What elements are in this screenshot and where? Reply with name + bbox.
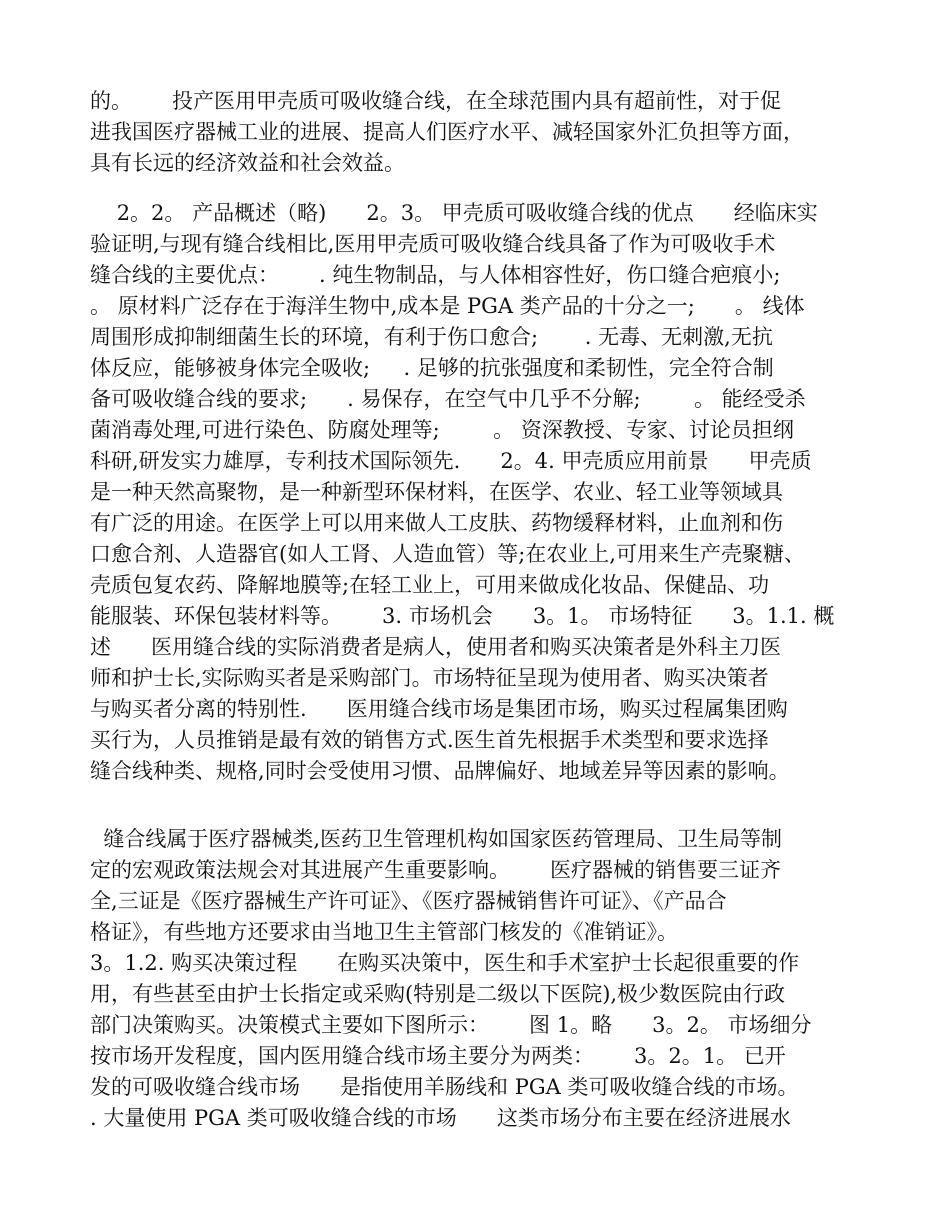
text-line: 是一种天然高聚物，是一种新型环保材料，在医学、农业、轻工业等领域具 bbox=[90, 480, 783, 504]
text-line: 有广泛的用途。在医学上可以用来做人工皮肤、药物缓释材料，止血剂和伤 bbox=[90, 511, 783, 535]
text-line: 缝合线种类、规格,同时会受使用习惯、品牌偏好、地域差异等因素的影响。 bbox=[90, 759, 790, 783]
text-line: 述 医用缝合线的实际消费者是病人，使用者和购买决策者是外科主刀医 bbox=[90, 635, 782, 659]
text-line: 壳质包复农药、降解地膜等;在轻工业上，可用来做成化妆品、保健品、功 bbox=[90, 573, 770, 597]
text-line: 定的宏观政策法规会对其进展产生重要影响。 医疗器械的销售要三证齐 bbox=[90, 858, 782, 882]
text-line: 能服装、环保包装材料等。 3. 市场机会 3。1。 市场特征 3。1.1. 概 bbox=[90, 604, 835, 628]
text-line: 进我国医疗器械工业的进展、提高人们医疗水平、减轻国家外汇负担等方面， bbox=[90, 120, 804, 144]
text-line: 发的可吸收缝合线市场 是指使用羊肠线和 PGA 类可吸收缝合线的市场。 bbox=[90, 1075, 799, 1099]
text-line: 全,三证是《医疗器械生产许可证》、《医疗器械销售许可证》、《产品合 bbox=[90, 889, 727, 913]
text-line: 部门决策购买。决策模式主要如下图所示： 图 1。略 3。2。 市场细分 bbox=[90, 1013, 812, 1037]
text-line: 格证》，有些地方还要求由当地卫生主管部门核发的《准销证》。 bbox=[90, 920, 678, 944]
text-line: 备可吸收缝合线的要求; . 易保存，在空气中几乎不分解; 。 能经受杀 bbox=[90, 387, 806, 411]
text-line: 缝合线的主要优点： . 纯生物制品，与人体相容性好，伤口缝合疤痕小; bbox=[90, 263, 781, 287]
text-line: 2。2。 产品概述（略) 2。3。 甲壳质可吸收缝合线的优点 经临床实 bbox=[90, 201, 818, 225]
text-line: 验证明,与现有缝合线相比,医用甲壳质可吸收缝合线具备了作为可吸收手术 bbox=[90, 232, 776, 256]
text-line: 。 原材料广泛存在于海洋生物中,成本是 PGA 类产品的十分之一; 。 线体 bbox=[90, 294, 805, 318]
text-line: 周围形成抑制细菌生长的环境，有利于伤口愈合; . 无毒、无刺激,无抗 bbox=[90, 325, 773, 349]
text-line: 缝合线属于医疗器械类,医药卫生管理机构如国家医药管理局、卫生局等制 bbox=[90, 827, 783, 851]
text-line: 按市场开发程度，国内医用缝合线市场主要分为两类： 3。2。1。 已开 bbox=[90, 1044, 786, 1068]
text-line: 用，有些甚至由护士长指定或采购(特别是二级以下医院),极少数医院由行政 bbox=[90, 982, 786, 1006]
text-line: 体反应，能够被身体完全吸收; . 足够的抗张强度和柔韧性，完全符合制 bbox=[90, 356, 774, 380]
text-line: 口愈合剂、人造器官(如人工肾、人造血管）等;在农业上,可用来生产壳聚糖、 bbox=[90, 542, 805, 566]
text-line: 3。1.2. 购买决策过程 在购买决策中，医生和手术室护士长起很重要的作 bbox=[90, 951, 800, 975]
text-line: . 大量使用 PGA 类可吸收缝合线的市场 这类市场分布主要在经济进展水 bbox=[90, 1106, 791, 1130]
text-line: 菌消毒处理,可进行染色、防腐处理等; 。 资深教授、专家、讨论员担纲 bbox=[90, 418, 794, 442]
text-line: 与购买者分离的特别性. 医用缝合线市场是集团市场，购买过程属集团购 bbox=[90, 697, 788, 721]
text-line: 买行为，人员推销是最有效的销售方式.医生首先根据手术类型和要求选择 bbox=[90, 728, 769, 752]
text-line: 的。 投产医用甲壳质可吸收缝合线，在全球范围内具有超前性，对于促 bbox=[90, 89, 782, 113]
text-line: 师和护士长,实际购买者是采购部门。市场特征呈现为使用者、购买决策者 bbox=[90, 666, 769, 690]
text-line: 科研,研发实力雄厚，专利技术国际领先. 2。4. 甲壳质应用前景 甲壳质 bbox=[90, 449, 812, 473]
text-line: 具有长远的经济效益和社会效益。 bbox=[90, 151, 405, 175]
